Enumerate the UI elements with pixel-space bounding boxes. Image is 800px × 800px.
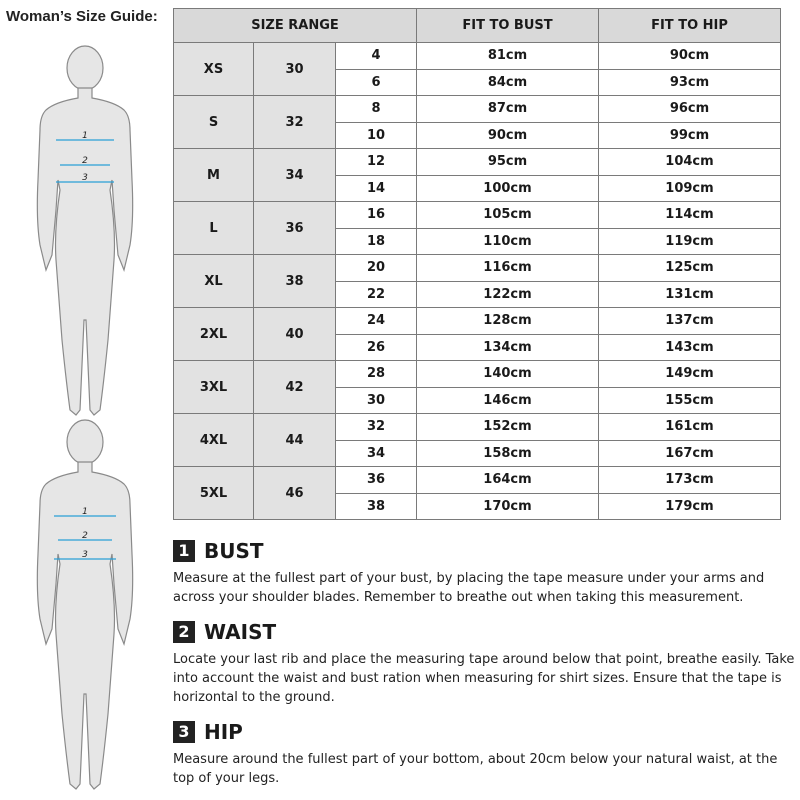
bust-cell: 116cm	[417, 255, 599, 282]
back-label-3: 3	[82, 550, 88, 560]
section-hip	[173, 720, 798, 788]
section-text: Measure at the fullest part of your bust, by placing the tape measure under your arms and across your shoulder blades. Remember to breathe out when taking this measurement.	[173, 571, 765, 605]
heading-text: BUST	[204, 539, 264, 563]
bust-cell: 81cm	[417, 43, 599, 70]
front-label-2: 2	[82, 156, 88, 166]
size-label: XS	[174, 43, 254, 96]
uk-size-cell: 12	[336, 149, 417, 176]
hip-cell: 104cm	[599, 149, 781, 176]
bust-cell: 146cm	[417, 387, 599, 414]
bust-cell: 84cm	[417, 69, 599, 96]
table-row	[174, 96, 781, 123]
bust-cell: 105cm	[417, 202, 599, 229]
header-size-range: SIZE RANGE	[174, 9, 417, 43]
uk-size-cell: 10	[336, 122, 417, 149]
section-heading	[173, 620, 798, 644]
uk-size-cell: 30	[336, 387, 417, 414]
body-figures	[0, 30, 170, 800]
size-label: 5XL	[174, 467, 254, 520]
header-fit-to-hip: FIT TO HIP	[599, 9, 781, 43]
hip-cell: 114cm	[599, 202, 781, 229]
section-text: Locate your last rib and place the measuring tape around below that point, breathe easily. Take into account the waist and bust ration when measuring for shirt sizes. Ensure that the tape is horizontal to the ground.	[173, 652, 795, 705]
section-number: 2	[173, 621, 195, 643]
size-label: L	[174, 202, 254, 255]
hip-cell: 93cm	[599, 69, 781, 96]
bust-cell: 152cm	[417, 414, 599, 441]
uk-size-cell: 36	[336, 467, 417, 494]
size-label: XL	[174, 255, 254, 308]
bust-cell: 164cm	[417, 467, 599, 494]
bust-cell: 95cm	[417, 149, 599, 176]
size-range-value: 36	[254, 202, 336, 255]
uk-size-cell: 16	[336, 202, 417, 229]
size-range-value: 38	[254, 255, 336, 308]
size-label: 3XL	[174, 361, 254, 414]
uk-size-cell: 32	[336, 414, 417, 441]
bust-cell: 140cm	[417, 361, 599, 388]
table-row	[174, 361, 781, 388]
table-row	[174, 255, 781, 282]
uk-size-cell: 28	[336, 361, 417, 388]
section-text: Measure around the fullest part of your bottom, about 20cm below your natural waist, at the top of your legs.	[173, 752, 778, 786]
size-table	[173, 8, 781, 520]
section-number: 1	[173, 540, 195, 562]
table-header-row	[174, 9, 781, 43]
header-fit-to-bust: FIT TO BUST	[417, 9, 599, 43]
size-range-value: 42	[254, 361, 336, 414]
uk-size-cell: 38	[336, 493, 417, 520]
uk-size-cell: 22	[336, 281, 417, 308]
table-row	[174, 308, 781, 335]
bust-cell: 90cm	[417, 122, 599, 149]
uk-size-cell: 18	[336, 228, 417, 255]
bust-cell: 87cm	[417, 96, 599, 123]
table-row	[174, 414, 781, 441]
size-label: 2XL	[174, 308, 254, 361]
uk-size-cell: 8	[336, 96, 417, 123]
hip-cell: 99cm	[599, 122, 781, 149]
size-range-value: 32	[254, 96, 336, 149]
bust-cell: 100cm	[417, 175, 599, 202]
uk-size-cell: 6	[336, 69, 417, 96]
uk-size-cell: 4	[336, 43, 417, 70]
hip-cell: 161cm	[599, 414, 781, 441]
bust-cell: 134cm	[417, 334, 599, 361]
back-figure	[37, 420, 132, 789]
heading-text: HIP	[204, 720, 243, 744]
section-waist	[173, 620, 798, 707]
hip-cell: 155cm	[599, 387, 781, 414]
hip-cell: 90cm	[599, 43, 781, 70]
uk-size-cell: 20	[336, 255, 417, 282]
front-figure	[37, 46, 132, 415]
heading-text: WAIST	[204, 620, 277, 644]
front-label-1: 1	[82, 131, 88, 141]
uk-size-cell: 24	[336, 308, 417, 335]
hip-cell: 131cm	[599, 281, 781, 308]
hip-cell: 119cm	[599, 228, 781, 255]
size-range-value: 46	[254, 467, 336, 520]
size-range-value: 44	[254, 414, 336, 467]
section-bust	[173, 539, 798, 607]
size-range-value: 40	[254, 308, 336, 361]
hip-cell: 109cm	[599, 175, 781, 202]
hip-cell: 167cm	[599, 440, 781, 467]
table-row	[174, 43, 781, 70]
back-label-2: 2	[82, 531, 88, 541]
size-range-value: 30	[254, 43, 336, 96]
uk-size-cell: 34	[336, 440, 417, 467]
uk-size-cell: 26	[336, 334, 417, 361]
section-number: 3	[173, 721, 195, 743]
page-title: Woman’s Size Guide:	[6, 8, 158, 25]
bust-cell: 110cm	[417, 228, 599, 255]
table-row	[174, 149, 781, 176]
back-label-1: 1	[82, 507, 88, 517]
bust-cell: 158cm	[417, 440, 599, 467]
uk-size-cell: 14	[336, 175, 417, 202]
table-row	[174, 467, 781, 494]
front-label-3: 3	[82, 173, 88, 183]
hip-cell: 173cm	[599, 467, 781, 494]
hip-cell: 137cm	[599, 308, 781, 335]
section-heading	[173, 539, 798, 563]
table-row	[174, 202, 781, 229]
section-heading	[173, 720, 798, 744]
size-range-value: 34	[254, 149, 336, 202]
hip-cell: 149cm	[599, 361, 781, 388]
bust-cell: 128cm	[417, 308, 599, 335]
hip-cell: 179cm	[599, 493, 781, 520]
bust-cell: 170cm	[417, 493, 599, 520]
size-label: M	[174, 149, 254, 202]
bust-cell: 122cm	[417, 281, 599, 308]
hip-cell: 96cm	[599, 96, 781, 123]
size-label: 4XL	[174, 414, 254, 467]
hip-cell: 125cm	[599, 255, 781, 282]
size-label: S	[174, 96, 254, 149]
hip-cell: 143cm	[599, 334, 781, 361]
